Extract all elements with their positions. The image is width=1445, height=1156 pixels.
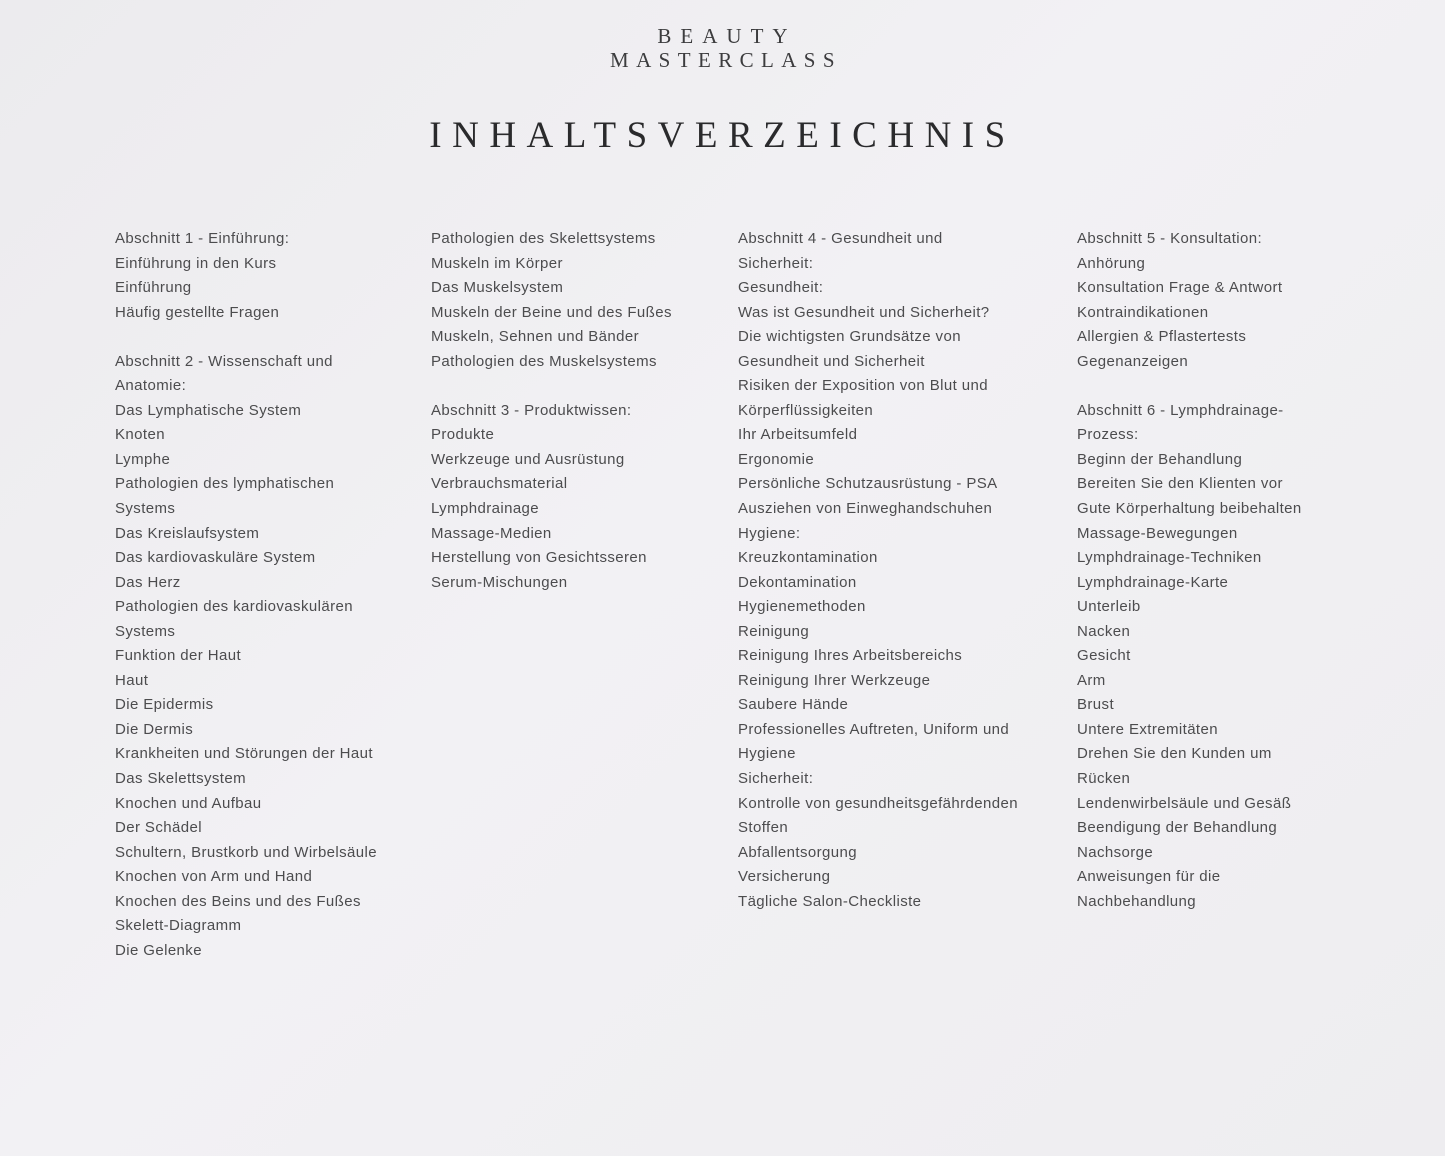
toc-entry: Ergonomie [738,450,815,468]
toc-entry: Das Skelettsystem [115,769,247,787]
toc-entry: Pathologien des lymphatischen [115,475,335,493]
toc-entry: Verbrauchsmaterial [431,475,568,493]
toc-entry: Ihr Arbeitsumfeld [738,426,858,444]
toc-section [1077,227,1377,374]
toc-entry: Einführung in den Kurs [115,254,277,272]
toc-section-heading: Abschnitt 4 - Gesundheit und [738,230,943,247]
toc-entry: Ausziehen von Einweghandschuhen [738,500,993,518]
brand-line-beauty: BEAUTY [657,24,797,48]
toc-entry: Hygiene [738,745,796,763]
toc-entry: Einführung [115,279,192,297]
toc-entry: Gesicht [1077,647,1131,665]
toc-entry: Knochen des Beins und des Fußes [115,892,361,910]
toc-entry: Pathologien des Muskelsystems [431,352,657,370]
toc-entry: Sicherheit: [738,770,814,788]
toc-section-heading: Abschnitt 5 - Konsultation: [1077,230,1263,247]
toc-entry: Die Gelenke [115,941,202,959]
toc-entry: Risiken der Exposition von Blut und [738,377,988,395]
toc-entry: Arm [1077,671,1106,689]
brand-line-masterclass: MASTERCLASS [610,48,842,72]
toc-entry: Herstellung von Gesichtsseren [431,549,647,567]
toc-entry: Anatomie: [115,377,187,395]
toc-entry: Häufig gestellte Fragen [115,303,280,321]
toc-section [738,227,1048,914]
toc-entry: Drehen Sie den Kunden um [1077,745,1272,763]
toc-entry: Sicherheit: [738,254,814,272]
toc-entry: Lymphdrainage-Techniken [1077,549,1262,567]
toc-section [431,399,721,595]
toc-entry: Kontraindikationen [1077,303,1209,321]
toc-entry: Tägliche Salon-Checkliste [738,892,922,910]
toc-entry: Knochen und Aufbau [115,794,262,812]
toc-entry: Werkzeuge und Ausrüstung [431,450,625,468]
toc-entry: Das Herz [115,573,181,591]
toc-entry: Hygienemethoden [738,598,866,616]
toc-column-4 [1077,227,1377,939]
toc-entry: Kreuzkontamination [738,549,878,567]
toc-section [431,227,721,374]
toc-entry: Stoffen [738,819,789,837]
toc-entry: Saubere Hände [738,696,849,714]
toc-entry: Kontrolle von gesundheitsgefährdenden [738,794,1019,812]
toc-entry: Muskeln der Beine und des Fußes [431,303,672,321]
toc-entry: Die Dermis [115,720,194,738]
toc-entry: Das kardiovaskuläre System [115,549,316,567]
toc-entry: Knoten [115,426,165,444]
toc-entry: Das Lymphatische System [115,401,302,419]
toc-entry: Funktion der Haut [115,647,242,665]
toc-section-heading: Abschnitt 3 - Produktwissen: [431,401,632,419]
toc-column-3 [738,227,1048,939]
toc-entry: Die wichtigsten Grundsätze von [738,328,961,346]
toc-entry: Gute Körperhaltung beibehalten [1077,499,1302,517]
toc-entry: Nachbehandlung [1077,892,1197,910]
toc-entry: Massage-Medien [431,524,552,542]
toc-entry: Reinigung [738,622,810,640]
toc-entry: Hygiene: [738,524,801,542]
toc-entry: Was ist Gesundheit und Sicherheit? [738,303,990,321]
toc-entry: Unterleib [1077,598,1141,616]
toc-entry: Dekontamination [738,573,857,591]
toc-entry: Systems [115,622,176,640]
toc-entry: Rücken [1077,769,1131,787]
toc-entry: Bereiten Sie den Klienten vor [1077,475,1283,493]
toc-entry: Gegenanzeigen [1077,352,1189,370]
toc-entry: Schultern, Brustkorb und Wirbelsäule [115,843,378,861]
toc-section-heading: Abschnitt 2 - Wissenschaft und [115,352,333,370]
toc-entry: Untere Extremitäten [1077,720,1218,738]
toc-entry: Persönliche Schutzausrüstung - PSA [738,475,998,493]
toc-entry: Beginn der Behandlung [1077,450,1243,468]
toc-section [115,350,415,964]
toc-column-1 [115,227,415,988]
toc-entry: Produkte [431,426,495,444]
toc-entry: Körperflüssigkeiten [738,401,874,419]
toc-entry: Pathologien des kardiovaskulären [115,598,353,616]
toc-entry: Reinigung Ihres Arbeitsbereichs [738,647,963,665]
toc-entry: Brust [1077,696,1115,714]
toc-section-heading: Pathologien des Skelettsystems [431,230,656,247]
toc-entry: Nacken [1077,622,1131,640]
toc-entry: Krankheiten und Störungen der Haut [115,745,373,763]
toc-entry: Professionelles Auftreten, Uniform und [738,720,1010,738]
toc-section-heading: Abschnitt 1 - Einführung: [115,230,290,247]
toc-entry: Lymphdrainage [431,499,540,517]
toc-entry: Anhörung [1077,254,1146,272]
toc-entry: Beendigung der Behandlung [1077,819,1278,837]
toc-entry: Abfallentsorgung [738,843,857,861]
toc-entry: Allergien & Pflastertests [1077,328,1247,346]
toc-entry: Lymphdrainage-Karte [1077,573,1229,591]
page-title: INHALTSVERZEICHNIS [429,115,1016,156]
toc-entry: Massage-Bewegungen [1077,524,1238,542]
toc-entry: Haut [115,671,149,689]
brand-logo [0,24,1445,72]
toc-entry: Lymphe [115,450,171,468]
toc-entry: Reinigung Ihrer Werkzeuge [738,671,931,689]
toc-entry: Lendenwirbelsäule und Gesäß [1077,794,1292,812]
toc-entry: Serum-Mischungen [431,573,568,591]
toc-entry: Konsultation Frage & Antwort [1077,279,1283,297]
toc-entry: Der Schädel [115,819,202,837]
toc-entry: Muskeln im Körper [431,254,563,272]
toc-entry: Gesundheit: [738,279,824,297]
toc-entry: Anweisungen für die [1077,868,1221,886]
toc-section [1077,399,1377,914]
toc-entry: Versicherung [738,868,831,886]
toc-entry: Die Epidermis [115,696,214,714]
toc-entry: Das Kreislaufsystem [115,524,260,542]
toc-entry: Prozess: [1077,426,1139,444]
toc-entry: Gesundheit und Sicherheit [738,352,925,370]
toc-entry: Muskeln, Sehnen und Bänder [431,328,640,346]
toc-entry: Nachsorge [1077,843,1154,861]
toc-entry: Skelett-Diagramm [115,917,242,935]
toc-entry: Das Muskelsystem [431,279,564,297]
toc-entry: Knochen von Arm und Hand [115,868,313,886]
toc-section [115,227,415,325]
toc-entry: Systems [115,499,176,517]
toc-column-2 [431,227,721,620]
toc-section-heading: Abschnitt 6 - Lymphdrainage- [1077,401,1284,419]
